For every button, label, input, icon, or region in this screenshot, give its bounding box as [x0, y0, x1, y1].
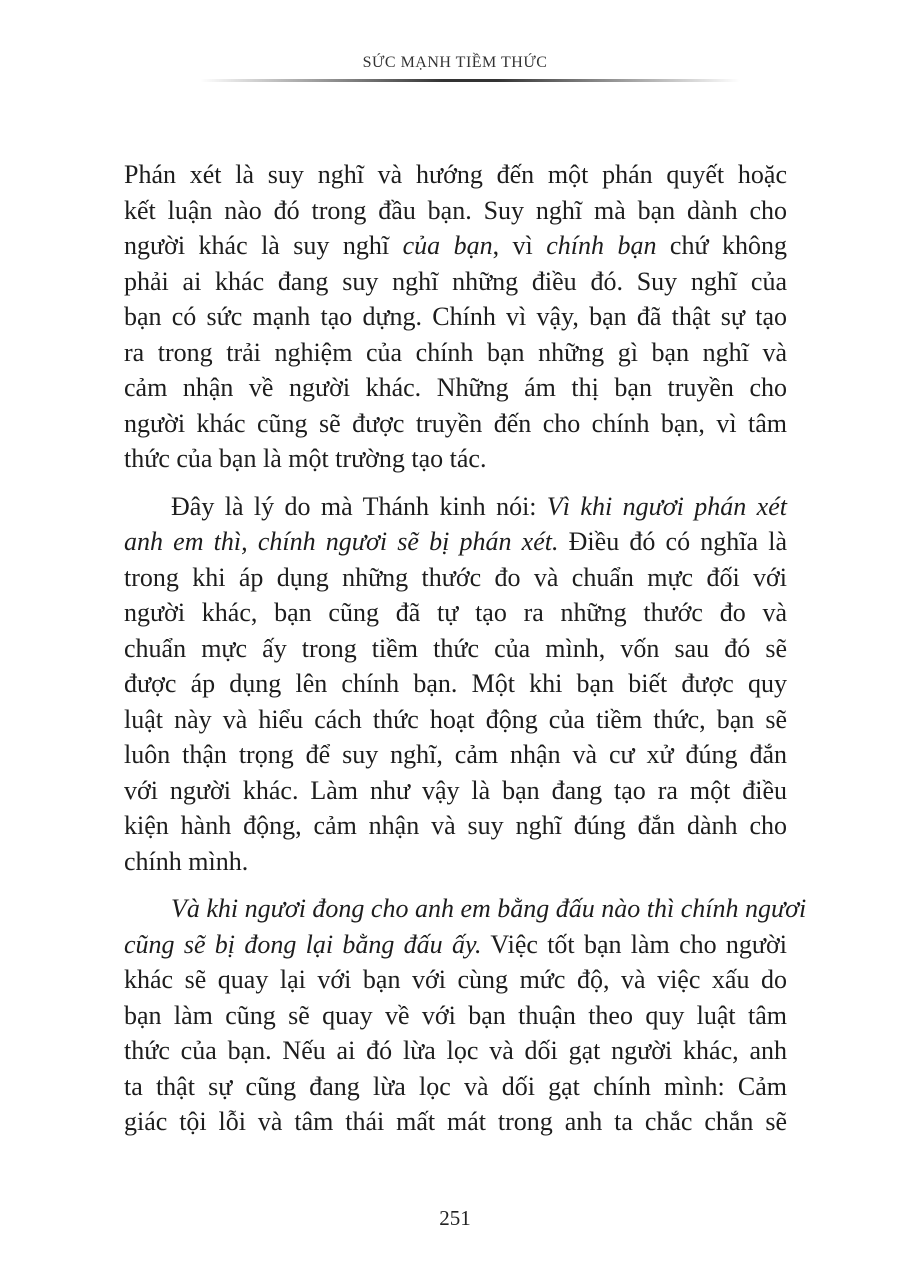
paragraph-spacing	[124, 879, 787, 891]
text-run: được áp dụng lên chính bạn. Một khi bạn biết được quy	[124, 669, 787, 698]
text-line	[124, 264, 787, 300]
text-line	[124, 1104, 787, 1140]
text-run: luật này và hiểu cách thức hoạt động của tiềm thức, bạn sẽ	[124, 704, 787, 734]
text-line	[124, 844, 787, 880]
text-run: Phán xét là suy nghĩ và hướng đến một phán quyết hoặc	[124, 160, 787, 189]
text-line	[124, 406, 787, 442]
text-run: bạn có sức mạnh tạo dựng. Chính vì vậy, bạn đã thật sự tạo	[124, 302, 787, 331]
paragraph-spacing	[124, 477, 787, 489]
text-line	[124, 299, 787, 335]
header-rule	[200, 79, 740, 82]
text-run: cảm nhận về người khác. Những ám thị bạn truyền cho	[124, 373, 787, 402]
text-run: người khác là suy nghĩ	[124, 231, 403, 260]
text-line	[124, 666, 787, 702]
text-line	[124, 370, 787, 406]
text-line	[124, 441, 787, 477]
text-line	[124, 998, 787, 1034]
text-run: Điều đó có nghĩa là	[558, 527, 787, 556]
text-run: , vì	[492, 231, 547, 260]
text-run: chứ không	[656, 231, 788, 260]
text-line	[124, 157, 787, 193]
text-line	[124, 335, 787, 371]
text-line	[124, 891, 807, 927]
text-line	[124, 1069, 787, 1105]
text-run: Đây là lý do mà Thánh kinh nói:	[171, 491, 547, 521]
text-line	[124, 524, 787, 560]
text-run: thức của bạn là một trường tạo tác.	[124, 444, 487, 473]
text-run: trong khi áp dụng những thước đo và chuẩn mực đối với	[124, 562, 787, 592]
text-run: bạn làm cũng sẽ quay về với bạn thuận theo quy luật tâm	[124, 1000, 787, 1030]
text-line	[124, 1033, 787, 1069]
running-header	[0, 54, 910, 78]
italic-text: anh em thì, chính ngươi sẽ bị phán xét.	[124, 527, 559, 556]
text-run: luôn thận trọng để suy nghĩ, cảm nhận và cư xử đúng đắn	[124, 740, 787, 769]
italic-text: Vì khi ngươi phán xét	[546, 491, 787, 521]
text-run: phải ai khác đang suy nghĩ những điều đó. Suy nghĩ của	[124, 266, 787, 296]
text-line	[124, 228, 787, 264]
text-run: chính mình.	[124, 846, 249, 876]
text-line	[124, 962, 787, 998]
text-run: chuẩn mực ấy trong tiềm thức của mình, vốn sau đó sẽ	[124, 633, 787, 663]
text-line	[124, 808, 787, 844]
page-number: 251	[439, 1206, 471, 1230]
text-line	[124, 737, 787, 773]
text-run: ra trong trải nghiệm của chính bạn những gì bạn nghĩ và	[124, 337, 787, 367]
italic-text: Và khi ngươi đong cho anh em bằng đấu nào thì chính ngươi	[171, 894, 807, 923]
running-header-title: SỨC MẠNH TIỀM THỨC	[362, 54, 548, 71]
text-line	[124, 193, 787, 229]
text-line	[124, 595, 787, 631]
text-line	[124, 773, 787, 809]
text-run: khác sẽ quay lại với bạn với cùng mức độ, và việc xấu do	[124, 965, 787, 994]
paragraph	[124, 891, 807, 1140]
text-run: với người khác. Làm như vậy là bạn đang tạo ra một điều	[124, 775, 787, 805]
text-run: Việc tốt bạn làm cho người	[481, 929, 787, 959]
body-text	[124, 157, 807, 1140]
text-line	[124, 489, 787, 525]
text-line	[124, 560, 787, 596]
text-run: thức của bạn. Nếu ai đó lừa lọc và dối gạt người khác, anh	[124, 1036, 787, 1065]
text-run: ta thật sự cũng đang lừa lọc và dối gạt chính mình: Cảm	[124, 1071, 787, 1101]
italic-text: của bạn	[402, 231, 493, 260]
paragraph	[124, 157, 787, 477]
text-line	[124, 631, 787, 667]
italic-text: chính bạn	[546, 231, 657, 260]
text-run: người khác, bạn cũng đã tự tạo ra những thước đo và	[124, 598, 787, 627]
paragraph	[124, 489, 787, 880]
italic-text: cũng sẽ bị đong lại bằng đấu ấy.	[124, 929, 482, 959]
text-run: kiện hành động, cảm nhận và suy nghĩ đúng đắn dành cho	[124, 811, 787, 840]
text-run: giác tội lỗi và tâm thái mất mát trong anh ta chắc chắn sẽ	[124, 1107, 787, 1136]
text-line	[124, 702, 787, 738]
text-run: kết luận nào đó trong đầu bạn. Suy nghĩ mà bạn dành cho	[124, 195, 787, 225]
text-line	[124, 927, 787, 963]
text-run: người khác cũng sẽ được truyền đến cho chính bạn, vì tâm	[124, 408, 787, 438]
